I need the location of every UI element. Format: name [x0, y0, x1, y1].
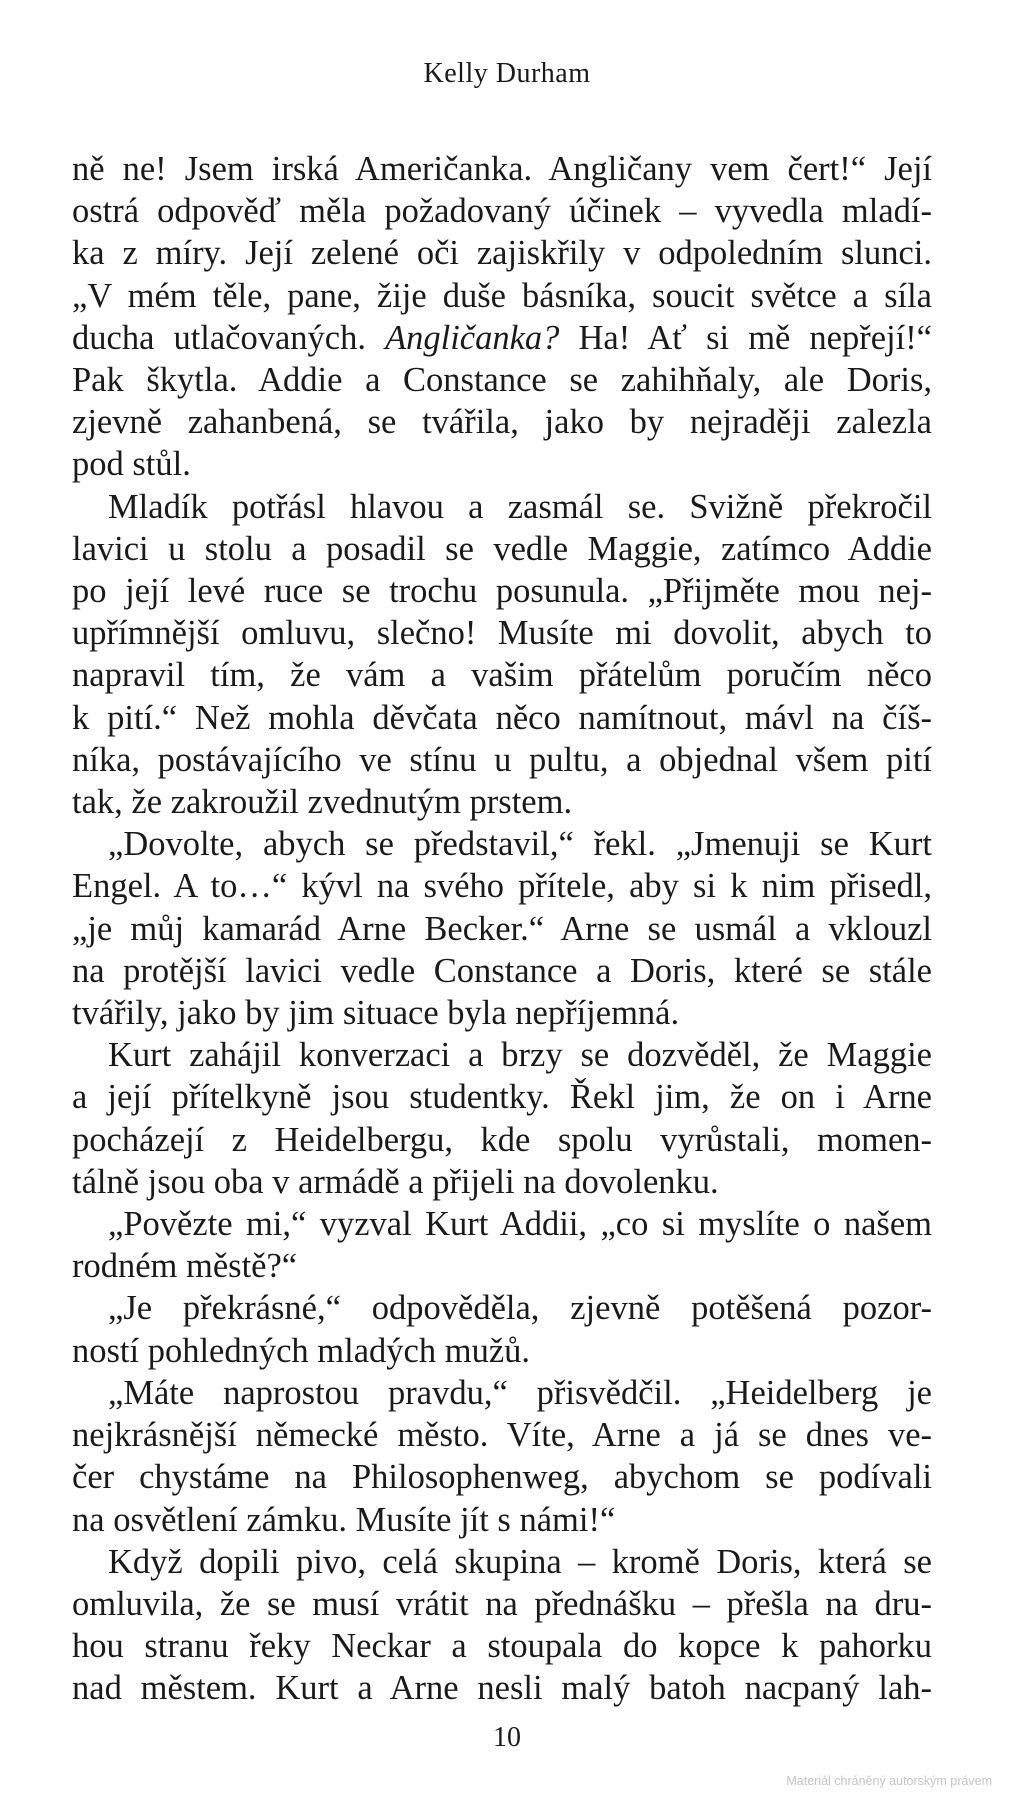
text-line: po její levé ruce se trochu posunula. „Přijměte mou nej- [72, 572, 932, 611]
text-line: „Máte naprostou pravdu,“ přisvědčil. „Heidelberg je [108, 1373, 932, 1412]
text-line: zjevně zahanbená, se tvářila, jako by nejraději zalezla [72, 403, 932, 442]
text-line: nejkrásnější německé město. Víte, Arne a já se dnes ve- [72, 1416, 932, 1455]
text-line: ností pohledných mladých mužů. [72, 1331, 531, 1370]
text-line: „V mém těle, pane, žije duše básníka, soucit světce a síla [72, 276, 932, 315]
text-line: Mladík potřásl hlavou a zasmál se. Svižně překročil [108, 487, 932, 526]
paragraph [72, 1034, 932, 1203]
text-line: tak, že zakroužil zvednutým prstem. [72, 783, 573, 822]
text-line: Engel. A to…“ kývl na svého přítele, aby si k nim přisedl, [72, 867, 932, 906]
text-line: ducha utlačovaných. Angličanka? Ha! Ať si mě nepřejí!“ [72, 318, 932, 357]
text-line: nad městem. Kurt a Arne nesli malý batoh nacpaný lah- [72, 1669, 932, 1708]
text-line: na osvětlení zámku. Musíte jít s námi!“ [72, 1500, 616, 1539]
paragraph [72, 148, 932, 486]
text-line: k pití.“ Než mohla děvčata něco namítnout, mávl na číš- [72, 698, 932, 737]
text-line: tálně jsou oba v armádě a přijeli na dovolenku. [72, 1162, 719, 1201]
text-line: níka, postávajícího ve stínu u pultu, a objednal všem pití [72, 740, 932, 779]
text-line: „Je překrásné,“ odpověděla, zjevně potěšená pozor- [108, 1289, 932, 1328]
text-line: „Dovolte, abych se představil,“ řekl. „Jmenuji se Kurt [108, 825, 932, 864]
text-line: pocházejí z Heidelbergu, kde spolu vyrůstali, momen- [72, 1120, 932, 1159]
text-line: a její přítelkyně jsou studentky. Řekl jim, že on i Arne [72, 1078, 932, 1117]
body-text [72, 148, 932, 1710]
text-line: ka z míry. Její zelené oči zajiskřily v odpoledním slunci. [72, 234, 932, 273]
text-line: na protější lavici vedle Constance a Doris, které se stále [72, 951, 932, 990]
text-line: upřímnější omluvu, slečno! Musíte mi dovolit, abych to [72, 614, 932, 653]
paragraph [72, 1372, 932, 1541]
page-number: 10 [493, 1722, 521, 1753]
text-line: Pak škytla. Addie a Constance se zahihňaly, ale Doris, [72, 361, 932, 400]
text-line: hou stranu řeky Neckar a stoupala do kopce k pahorku [72, 1627, 932, 1666]
emphasis: Angličanka? [385, 318, 560, 357]
text-line: tvářily, jako by jim situace byla nepříjemná. [72, 994, 680, 1033]
text-line: ostrá odpověď měla požadovaný účinek – vyvedla mladí- [72, 192, 932, 231]
copyright-watermark: Materiál chráněný autorským právem [786, 1774, 992, 1788]
text-line: lavici u stolu a posadil se vedle Maggie, zatímco Addie [72, 529, 932, 568]
paragraph [72, 823, 932, 1034]
text-line: „Povězte mi,“ vyzval Kurt Addii, „co si myslíte o našem [108, 1205, 932, 1244]
paragraph [72, 1287, 932, 1371]
text-line: napravil tím, že vám a vašim přátelům poručím něco [72, 656, 932, 695]
text-line: čer chystáme na Philosophenweg, abychom se podívali [72, 1458, 932, 1497]
text-line: ně ne! Jsem irská Američanka. Angličany vem čert!“ Její [72, 150, 932, 188]
paragraph [72, 1541, 932, 1710]
text-line: Když dopili pivo, celá skupina – kromě Doris, která se [108, 1542, 932, 1581]
text-line: rodném městě?“ [72, 1247, 298, 1286]
text-line: Kurt zahájil konverzaci a brzy se dozvěděl, že Maggie [108, 1036, 932, 1075]
paragraph [72, 1203, 932, 1287]
text-line: pod stůl. [72, 445, 191, 484]
paragraph [72, 486, 932, 824]
text-line: omluvila, že se musí vrátit na přednášku – přešla na dru- [72, 1584, 932, 1623]
running-head-author: Kelly Durham [423, 58, 591, 89]
text-line: „je můj kamarád Arne Becker.“ Arne se usmál a vklouzl [72, 909, 932, 948]
